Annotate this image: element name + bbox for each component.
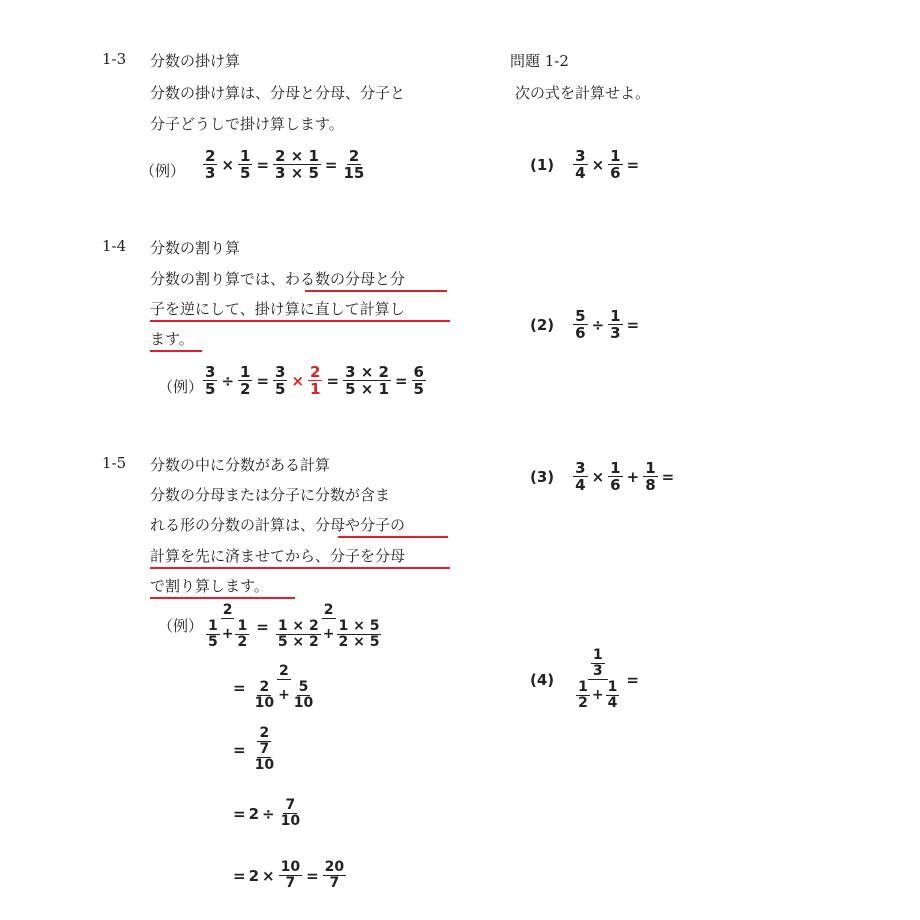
divide-sign: ÷ (262, 804, 275, 823)
times-sign: × (591, 467, 605, 486)
equals-sign: = (626, 155, 640, 174)
plain-text: 分数の割り算では、 (150, 270, 286, 288)
times-sign: × (291, 371, 305, 390)
section-1-4-text-line3: ます。 (150, 330, 194, 348)
fraction: $\frac{1}{5}$ (240, 147, 251, 182)
fraction: $\frac{1}{6}$ (610, 459, 621, 494)
division-step-4 (230, 798, 303, 829)
complex-fraction-step-2 (230, 664, 319, 711)
plus-sign: + (626, 467, 640, 486)
fraction: $\frac{3}{5}$ (205, 363, 216, 398)
equals-sign: = (661, 467, 675, 486)
section-1-5-text-line1: 分数の分母または分子に分数が含ま (150, 486, 391, 504)
section-1-5-title: 分数の中に分数がある計算 (150, 456, 331, 474)
number: 2 (248, 804, 260, 823)
red-underline (305, 290, 447, 292)
equals-sign: = (256, 155, 270, 174)
underlined-text: 分母や分子の (315, 516, 406, 534)
section-1-4-number: 1-4 (102, 237, 127, 255)
complex-fraction-step-3 (230, 726, 280, 773)
problem-label: (4) (530, 670, 555, 689)
section-1-5-text-line4: で割り算します。 (150, 577, 269, 595)
section-1-5-text-line3 (150, 545, 405, 566)
divide-sign: ÷ (221, 371, 235, 390)
fraction: $\frac{1}{6}$ (610, 147, 621, 182)
section-1-5-example-label: （例） (158, 617, 204, 635)
equals-sign: = (324, 155, 338, 174)
complex-fraction: 2 $\frac{1}{5}$ + $\frac{1}{2}$ (208, 602, 248, 650)
equals-sign: = (626, 315, 640, 334)
section-1-4-text-line1 (150, 268, 405, 289)
fraction: $\frac{2}{15}$ (343, 147, 365, 182)
equals-sign: = (326, 371, 340, 390)
plain-text: れる形の分数の計算は、 (150, 516, 316, 534)
fraction: $\frac{3}{4}$ (575, 459, 586, 494)
section-1-3-number: 1-3 (102, 50, 127, 68)
section-1-4-text-line2: 子を逆にして、掛け算に直して計算し (150, 300, 405, 318)
fraction: $\frac{3 \times 2}{5 \times 1}$ (345, 363, 389, 398)
equals-sign: = (256, 371, 270, 390)
complex-fraction-step-1 (202, 603, 385, 650)
problem-label: (1) (530, 155, 555, 174)
fraction: $\frac{1}{3}$ (610, 307, 621, 342)
fraction: $\frac{1}{2}$ (240, 363, 251, 398)
equals-sign: = (233, 678, 246, 697)
problems-title: 問題 1-2 (510, 52, 569, 70)
problem-1 (530, 148, 642, 181)
section-1-3-example-equation (202, 148, 367, 181)
times-sign: × (221, 155, 235, 174)
reciprocal-fraction: $\frac{2}{1}$ (310, 363, 321, 398)
section-1-3-text-line2: 分子どうしで掛け算します。 (150, 115, 344, 133)
fraction: $\frac{6}{5}$ (413, 363, 424, 398)
section-1-4-title: 分数の割り算 (150, 239, 241, 257)
problem-label: (2) (530, 315, 555, 334)
section-1-3-example-label: （例） (140, 162, 186, 180)
fraction: $\frac{1}{8}$ (645, 459, 656, 494)
fraction: $\frac{3}{5}$ (275, 363, 286, 398)
section-1-3-text-line1: 分数の掛け算は、分母と分母、分子と (150, 84, 406, 102)
equals-sign: = (394, 371, 408, 390)
complex-fraction: $\frac{1}{3}$ $\frac{1}{2}$ + $\frac{1}{4}$ (578, 647, 618, 711)
equals-sign: = (256, 617, 269, 636)
equals-sign: = (626, 670, 639, 689)
fraction: $\frac{7}{10}$ (280, 797, 301, 829)
divide-sign: ÷ (591, 315, 605, 334)
complex-fraction: 2 $\frac{1 \times 2}{5 \times 2}$ + $\frac{1 \times 5}{2 \times 5}$ (277, 602, 380, 650)
problems-instruction: 次の式を計算せよ。 (515, 84, 651, 102)
problem-3 (530, 460, 677, 493)
underlined-text: わる数の分母と分 (285, 270, 406, 288)
section-1-5-text-line2 (150, 514, 405, 535)
fraction: $\frac{20}{7}$ (324, 859, 345, 891)
red-underline (338, 536, 448, 538)
fraction: $\frac{10}{7}$ (280, 859, 301, 891)
red-underline (150, 567, 450, 569)
complex-fraction: 2 $\frac{2}{10}$ + $\frac{5}{10}$ (254, 663, 314, 711)
red-underline (150, 597, 295, 599)
multiplication-step-5 (230, 860, 347, 891)
section-1-3-title: 分数の掛け算 (150, 52, 241, 70)
problem-2 (530, 308, 642, 341)
fraction: $\frac{2 \times 1}{3 \times 5}$ (275, 147, 319, 182)
equals-sign: = (233, 804, 246, 823)
fraction: $\frac{2}{3}$ (205, 147, 216, 182)
equals-sign: = (233, 866, 246, 885)
times-sign: × (262, 866, 275, 885)
section-1-5-number: 1-5 (102, 454, 127, 472)
section-1-4-example-equation (202, 364, 427, 397)
fraction: $\frac{5}{6}$ (575, 307, 586, 342)
underlined-text: 計算を先に済ませてから、 (150, 547, 331, 565)
red-underline (150, 320, 450, 322)
problem-4 (530, 648, 642, 711)
section-1-4-example-label: （例） (158, 378, 204, 396)
times-sign: × (591, 155, 605, 174)
fraction: $\frac{3}{4}$ (575, 147, 586, 182)
red-underline (150, 350, 202, 352)
equals-sign: = (233, 740, 246, 759)
complex-fraction: $\frac{2}{\frac{7}{10}}$ (254, 725, 275, 773)
problem-label: (3) (530, 467, 555, 486)
number: 2 (248, 866, 260, 885)
equals-sign: = (306, 866, 319, 885)
underlined-text: 分子を分母 (330, 547, 406, 565)
